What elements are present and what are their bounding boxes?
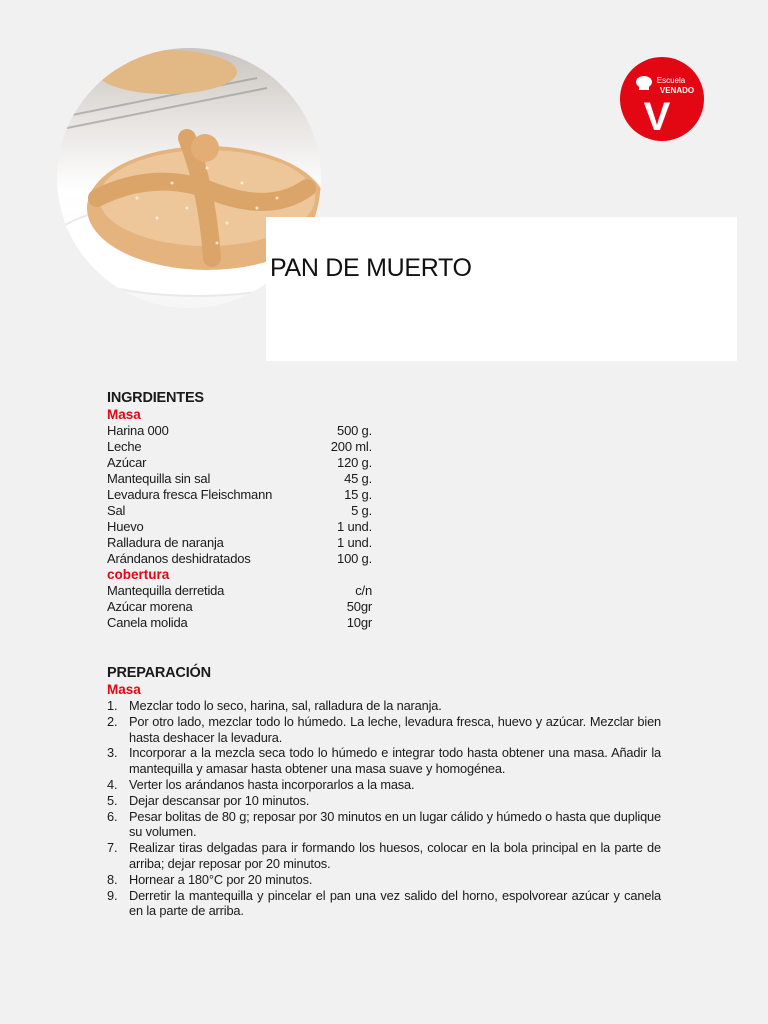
ingredient-qty: c/n [355, 583, 372, 598]
ingredient-qty: 15 g. [344, 487, 372, 502]
step-item [107, 793, 667, 809]
ingredient-qty: 5 g. [351, 503, 372, 518]
step-text: Pesar bolitas de 80 g; reposar por 30 minutos en un lugar cálido y húmedo o hasta que duplique su volumen. [129, 808, 661, 840]
title-panel [266, 217, 737, 361]
step-number: 2. [107, 713, 118, 729]
step-number: 9. [107, 887, 118, 903]
ingredients-group-label: cobertura [107, 567, 170, 582]
preparation-group-label: Masa [107, 682, 141, 697]
step-text: Dejar descansar por 10 minutos. [129, 792, 310, 808]
preparation-heading: PREPARACIÓN [107, 665, 211, 681]
ingredient-qty: 120 g. [337, 455, 372, 470]
step-text: Derretir la mantequilla y pincelar el pan una vez salido del horno, espolvorear azúcar y canela en la parte de arriba. [129, 887, 661, 919]
ingredient-qty: 50gr [346, 599, 372, 614]
step-text: Por otro lado, mezclar todo lo húmedo. La leche, levadura fresca, huevo y azúcar. Mezclar bien hasta deshacer la levadura. [129, 713, 661, 745]
ingredient-qty: 500 g. [337, 423, 372, 438]
ingredient-row [107, 423, 667, 439]
step-text: Hornear a 180°C por 20 minutos. [129, 871, 313, 887]
logo-mark: V [643, 95, 671, 139]
step-item [107, 840, 667, 872]
step-text: Incorporar a la mezcla seca todo lo húmedo e integrar todo hasta obtener una masa. Añadir la mantequilla y amasar hasta obtener una masa suave y homogénea. [129, 745, 661, 777]
escuela-venado-logo [619, 56, 705, 142]
preparation-steps [107, 698, 667, 919]
ingredients-heading: INGRDIENTES [107, 390, 204, 406]
step-number: 3. [107, 745, 118, 761]
ingredients-list-masa [107, 423, 667, 567]
ingredient-qty: 10gr [346, 615, 372, 630]
ingredient-row [107, 455, 667, 471]
step-text: Realizar tiras delgadas para ir formando los huesos, colocar en la bola principal en la parte de arriba; dejar reposar por 20 minutos. [129, 840, 661, 871]
step-item [107, 698, 667, 714]
ingredient-name: Leche [107, 439, 142, 454]
ingredient-name: Huevo [107, 519, 144, 534]
ingredient-name: Levadura fresca Fleischmann [107, 487, 273, 502]
step-number: 4. [107, 776, 118, 792]
ingredient-row [107, 487, 667, 503]
ingredient-name: Azúcar morena [107, 599, 193, 614]
ingredient-name: Ralladura de naranja [107, 535, 224, 550]
ingredient-qty: 1 und. [337, 535, 372, 550]
step-number: 6. [107, 808, 118, 824]
step-item [107, 872, 667, 888]
step-number: 8. [107, 871, 118, 887]
ingredient-row [107, 519, 667, 535]
preparation-section [107, 664, 667, 919]
step-item [107, 714, 667, 746]
ingredient-row [107, 583, 667, 599]
ingredient-qty: 100 g. [337, 551, 372, 566]
step-number: 7. [107, 840, 118, 856]
logo-line1: Escuela [656, 76, 686, 85]
step-item [107, 777, 667, 793]
ingredient-qty: 1 und. [337, 519, 372, 534]
ingredient-row [107, 471, 667, 487]
step-number: 5. [107, 792, 118, 808]
ingredient-row [107, 599, 667, 615]
ingredient-name: Mantequilla derretida [107, 583, 225, 598]
ingredient-name: Mantequilla sin sal [107, 471, 211, 486]
ingredient-qty: 45 g. [344, 471, 372, 486]
ingredient-name: Harina 000 [107, 423, 169, 438]
step-item [107, 745, 667, 777]
ingredient-row [107, 615, 667, 631]
page-title: PAN DE MUERTO [270, 254, 472, 282]
step-text: Mezclar todo lo seco, harina, sal, ralladura de la naranja. [129, 698, 442, 713]
ingredient-name: Arándanos deshidratados [107, 551, 251, 566]
ingredients-group-label: Masa [107, 407, 141, 422]
ingredient-name: Azúcar [107, 455, 147, 470]
ingredient-row [107, 439, 667, 455]
ingredients-list-cobertura [107, 583, 667, 631]
ingredient-name: Sal [107, 503, 126, 518]
ingredient-row [107, 551, 667, 567]
ingredient-qty: 200 ml. [330, 439, 372, 454]
logo-line2: VENADO [659, 86, 695, 95]
ingredients-section [107, 389, 667, 631]
step-item [107, 809, 667, 841]
ingredient-row [107, 503, 667, 519]
step-item [107, 888, 667, 920]
step-number: 1. [107, 698, 118, 713]
ingredient-name: Canela molida [107, 615, 188, 630]
step-text: Verter los arándanos hasta incorporarlos a la masa. [129, 776, 415, 792]
ingredient-row [107, 535, 667, 551]
